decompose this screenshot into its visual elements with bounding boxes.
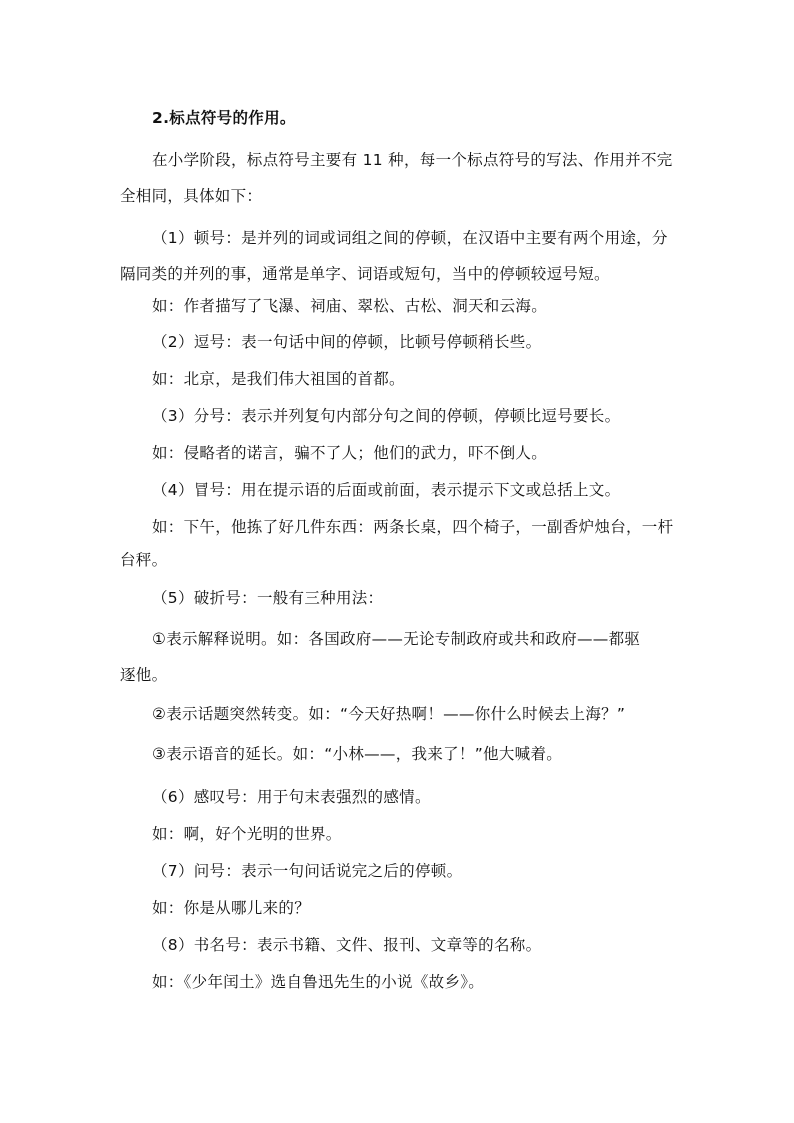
colon-definition: （4）冒号：用在提示语的后面或前面，表示提示下文或总括上文。 (152, 481, 621, 499)
example-line: 如：啊，好个光明的世界。 (152, 825, 342, 843)
dash-usage-1: ①表示解释说明。如：各国政府——无论专制政府或共和政府——都驱 (152, 630, 641, 648)
example-line: 如：下午，他拣了好几件东西：两条长桌，四个椅子，一副香炉烛台，一杆 (152, 518, 674, 536)
dash-usage-2: ②表示话题突然转变。如：“今天好热啊！——你什么时候去上海？” (152, 705, 626, 723)
comma-definition: （2）逗号：表一句话中间的停顿，比顿号停顿稍长些。 (152, 333, 542, 351)
example-line: 如：作者描写了飞瀑、祠庙、翠松、古松、洞天和云海。 (152, 297, 548, 315)
intro-line: 在小学阶段，标点符号主要有 11 种，每一个标点符号的写法、作用并不完 (152, 151, 673, 169)
question-mark-definition: （7）问号：表示一句问话说完之后的停顿。 (152, 862, 463, 880)
intro-line: 全相同，具体如下： (120, 187, 263, 205)
dash-usage-1-cont: 逐他。 (120, 666, 168, 684)
exclamation-definition: （6）感叹号：用于句末表强烈的感情。 (152, 788, 431, 806)
title-marks-definition: （8）书名号：表示书籍、文件、报刊、文章等的名称。 (152, 936, 542, 954)
example-line: 如：《少年闰土》选自鲁迅先生的小说《故乡》。 (152, 973, 485, 991)
example-line: 如：你是从哪儿来的？ (152, 899, 311, 917)
comma-pause-definition-cont: 隔同类的并列的事，通常是单字、词语或短句，当中的停顿较逗号短。 (120, 265, 610, 283)
example-line: 如：侵略者的诺言，骗不了人；他们的武力，吓不倒人。 (152, 444, 548, 462)
semicolon-definition: （3）分号：表示并列复句内部分句之间的停顿，停顿比逗号要长。 (152, 407, 621, 425)
dash-usage-3: ③表示语音的延长。如：“小林——，我来了！”他大喊着。 (152, 745, 563, 763)
section-heading: 2.标点符号的作用。 (152, 109, 296, 127)
dash-definition: （5）破折号：一般有三种用法： (152, 589, 384, 607)
comma-pause-definition: （1）顿号：是并列的词或词组之间的停顿，在汉语中主要有两个用途，分 (152, 229, 668, 247)
example-line: 如：北京，是我们伟大祖国的首都。 (152, 370, 405, 388)
example-line-cont: 台秤。 (120, 551, 168, 569)
